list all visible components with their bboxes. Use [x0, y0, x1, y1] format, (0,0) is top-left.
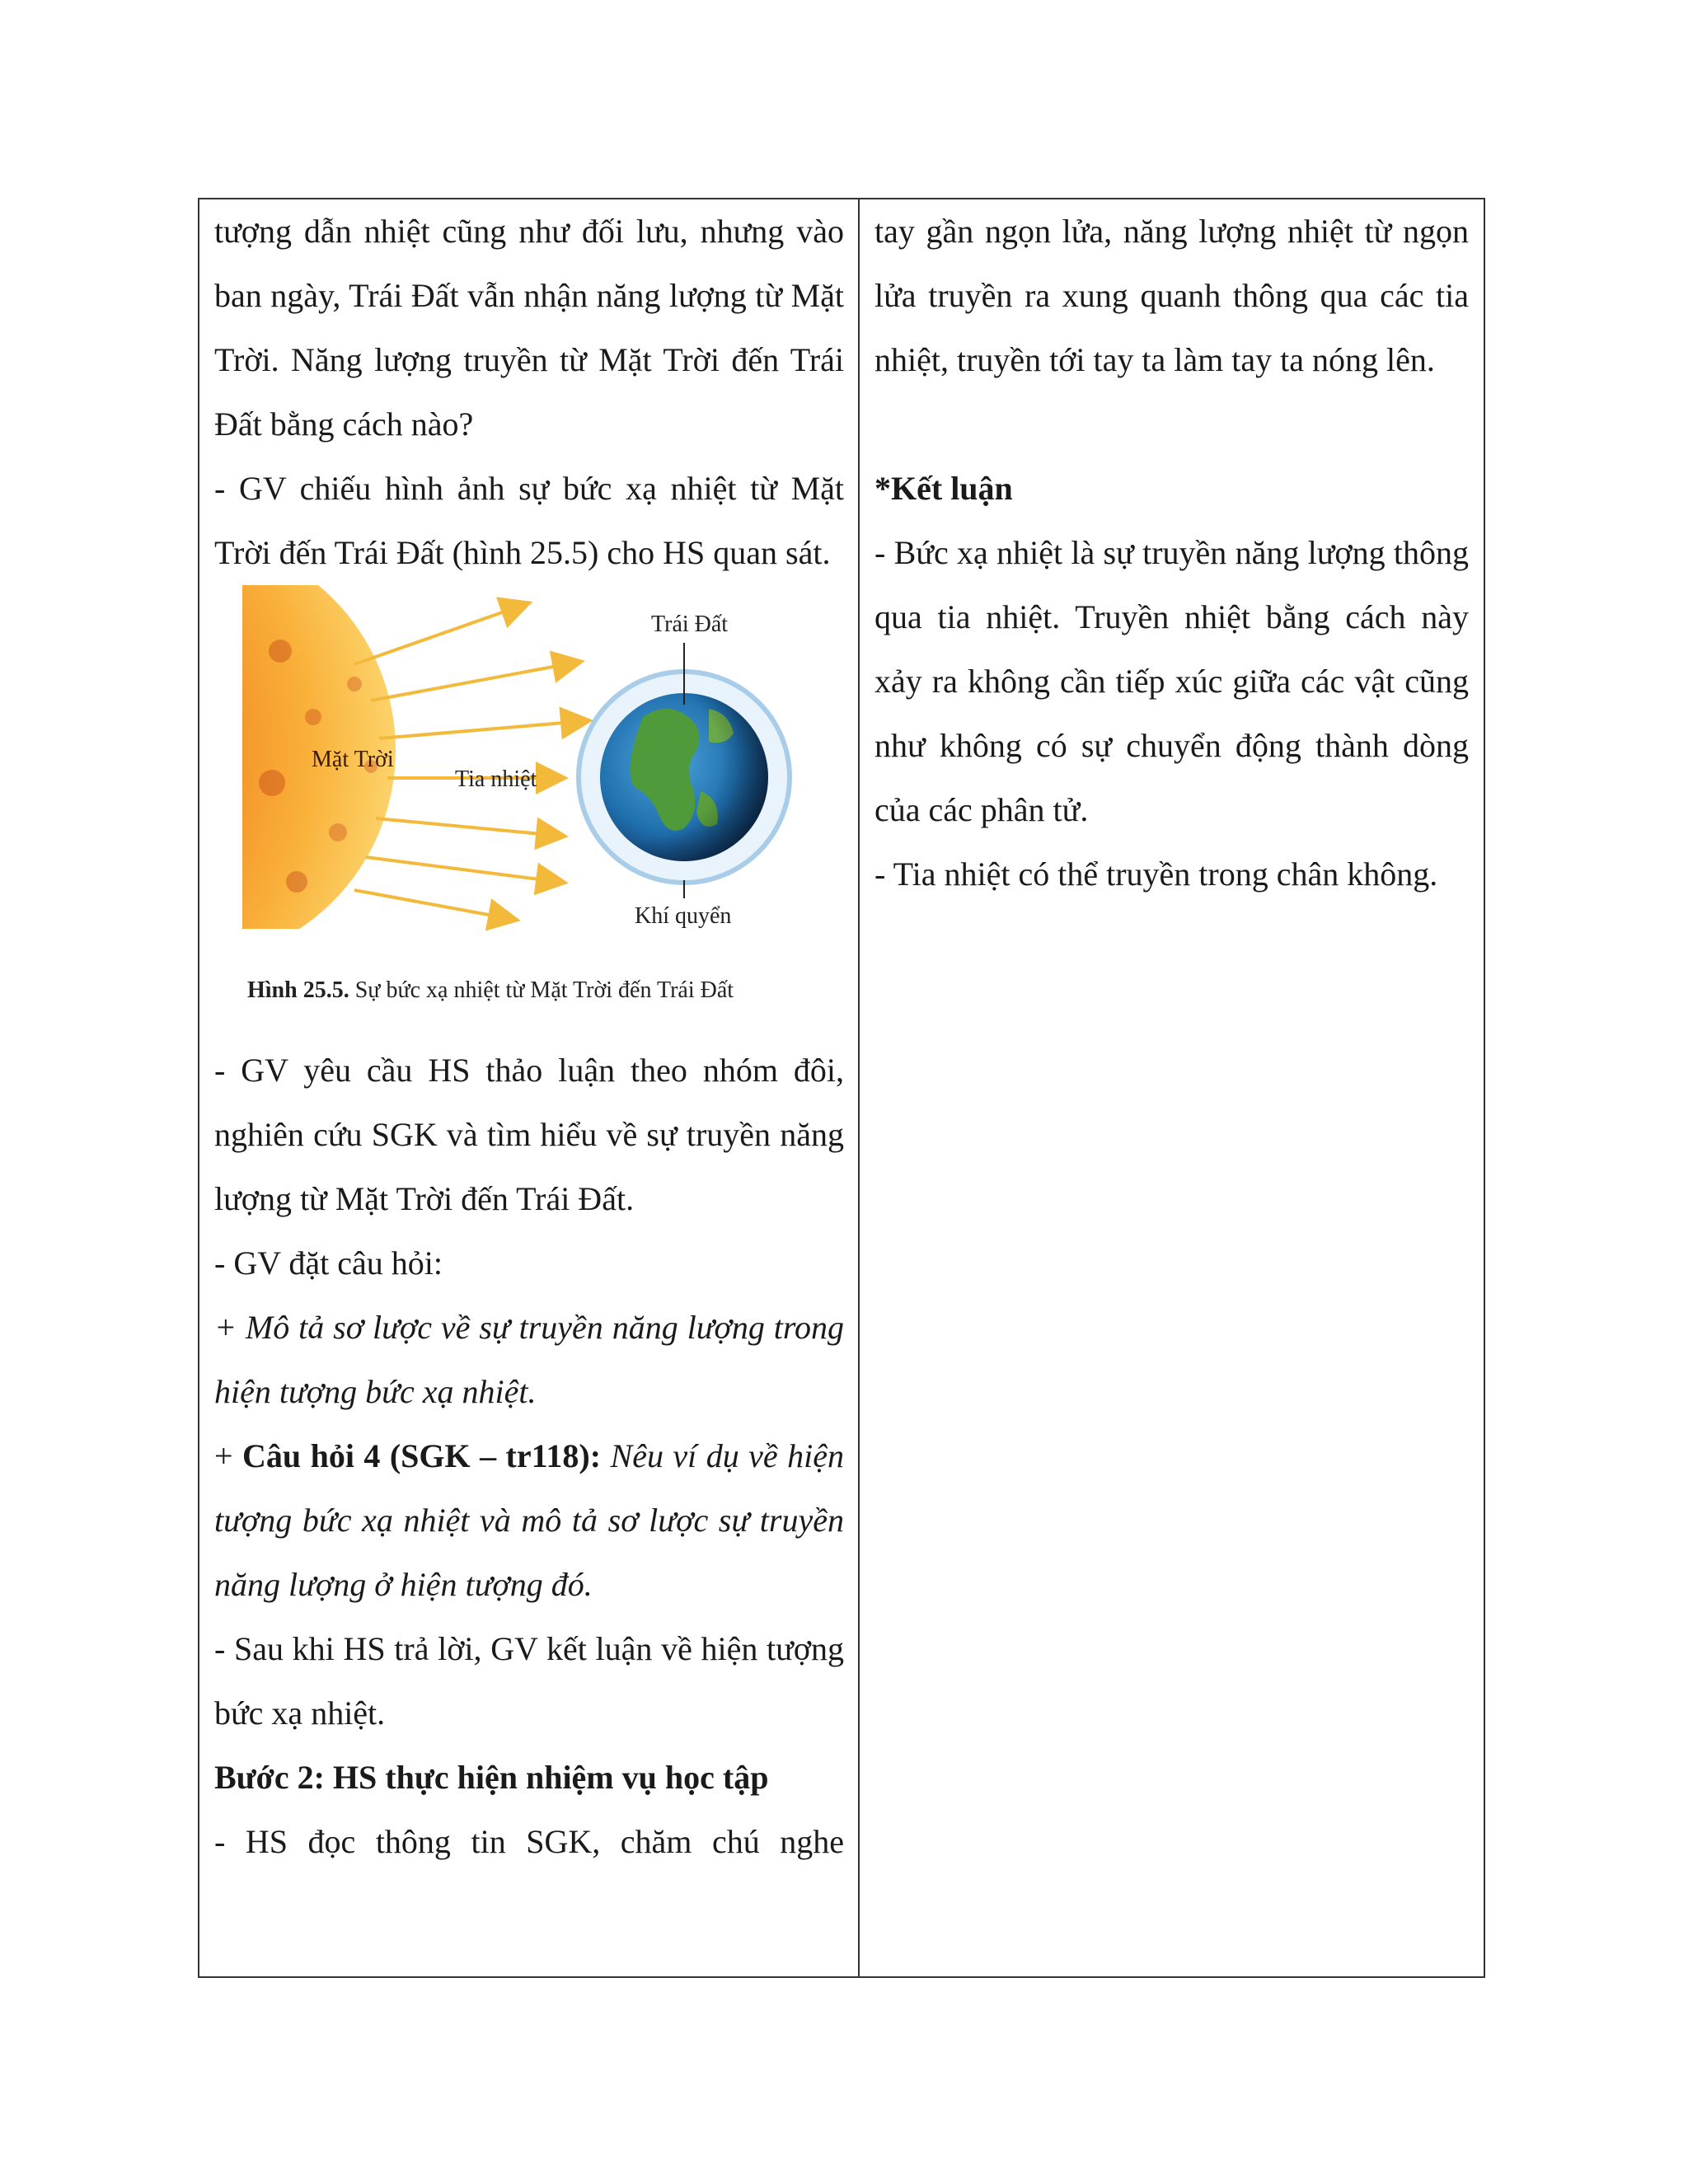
conclusion-point-2: - Tia nhiệt có thể truyền trong chân không.: [874, 855, 1438, 893]
atmosphere-label: Khí quyển: [635, 903, 732, 929]
question-2-title: Câu hỏi 4 (SGK – tr118):: [242, 1437, 602, 1474]
conclusion-point-1: - Bức xạ nhiệt là sự truyền năng lượng thông qua tia nhiệt. Truyền nhiệt bằng cách này xảy ra không cần tiếp xúc giữa các vật cũng như không có sự chuyển động thành dòng của các phân tử.: [874, 534, 1469, 828]
question-1: + Mô tả sơ lược về sự truyền năng lượng trong hiện tượng bức xạ nhiệt.: [214, 1309, 844, 1410]
right-intro-paragraph: tay gần ngọn lửa, năng lượng nhiệt từ ngọn lửa truyền ra xung quanh thông qua các tia nhiệt, truyền tới tay ta làm tay ta nóng lên.: [874, 213, 1469, 378]
spacer: [874, 392, 1469, 457]
figure-caption-text: Sự bức xạ nhiệt từ Mặt Trời đến Trái Đất: [349, 977, 734, 1003]
figure-caption: [247, 977, 734, 1003]
question-2-text: Nêu ví dụ về hiện tượng bức xạ nhiệt và mô tả sơ lược sự truyền năng lượng ở hiện tượng đó.: [214, 1437, 844, 1603]
last-line: - HS đọc thông tin SGK, chăm chú nghe: [214, 1823, 844, 1860]
intro-paragraph: tượng dẫn nhiệt cũng như đối lưu, nhưng vào ban ngày, Trái Đất vẫn nhận năng lượng từ Mặt Trời. Năng lượng truyền từ Mặt Trời đến Trái Đất bằng cách nào?: [214, 213, 844, 443]
question-2-prefix: +: [214, 1437, 243, 1474]
show-image-paragraph: - GV chiếu hình ảnh sự bức xạ nhiệt từ Mặt Trời đến Trái Đất (hình 25.5) cho HS quan sát.: [214, 470, 844, 571]
discuss-paragraph: - GV yêu cầu HS thảo luận theo nhóm đôi, nghiên cứu SGK và tìm hiểu về sự truyền năng lượng từ Mặt Trời đến Trái Đất.: [214, 1052, 844, 1217]
earth-label: Trái Đất: [651, 612, 729, 637]
sun-earth-illustration: [214, 585, 846, 1038]
teacher-activity-column: [199, 199, 860, 1976]
rays-label: Tia nhiệt: [455, 766, 537, 792]
question-2: [214, 1424, 844, 1617]
figure-caption-number: Hình 25.5.: [247, 977, 349, 1003]
conclusion-heading: *Kết luận: [874, 470, 1013, 507]
sun-label: Mặt Trời: [312, 747, 394, 772]
heat-radiation-figure: [214, 585, 844, 1038]
lesson-table: [198, 198, 1485, 1978]
step-2-heading: Bước 2: HS thực hiện nhiệm vụ học tập: [214, 1759, 769, 1796]
conclude-paragraph: - Sau khi HS trả lời, GV kết luận về hiện tượng bức xạ nhiệt.: [214, 1630, 844, 1732]
student-outcome-column: [860, 199, 1484, 1976]
ask-paragraph: - GV đặt câu hỏi:: [214, 1244, 443, 1282]
